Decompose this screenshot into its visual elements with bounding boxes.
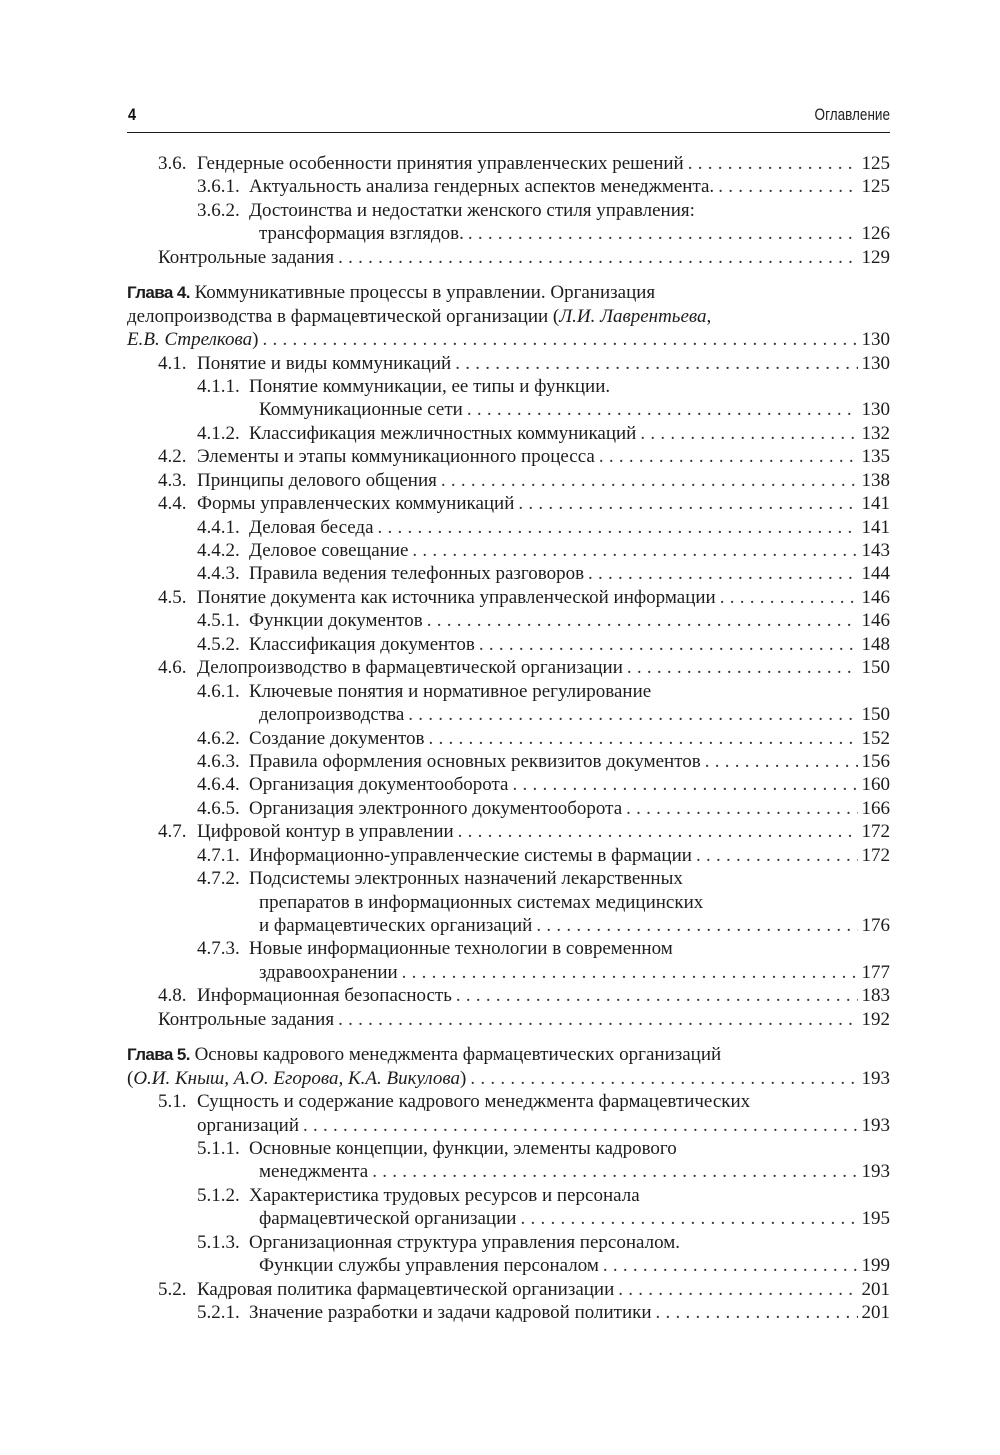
dot-leader xyxy=(467,398,858,421)
section-number: 4.7. xyxy=(158,821,187,843)
section-title: Коммуникационные сети xyxy=(259,399,463,421)
toc-line xyxy=(127,328,890,351)
section-title: здравоохранении xyxy=(259,961,398,983)
section-number: 4.5. xyxy=(158,586,187,608)
dot-leader xyxy=(588,562,857,585)
toc-entry-text[interactable] xyxy=(249,844,890,867)
toc-entry xyxy=(127,1231,890,1254)
toc-line xyxy=(127,305,890,328)
dot-leader xyxy=(688,152,858,175)
dot-leader xyxy=(618,1278,857,1301)
table-of-contents xyxy=(127,152,890,1324)
dot-leader xyxy=(427,609,858,632)
toc-entry-text xyxy=(127,1067,890,1090)
section-number: 4.6. xyxy=(158,657,187,679)
chapter-gap xyxy=(127,269,890,281)
section-number: 4.2. xyxy=(158,446,187,468)
section-title: организаций xyxy=(197,1114,300,1136)
dot-leader xyxy=(402,961,858,984)
punct: ( xyxy=(127,1067,134,1089)
chapter-author: Е.В. Стрелкова xyxy=(127,329,253,351)
toc-entry xyxy=(127,199,890,222)
page-ref[interactable]: 130 xyxy=(861,352,890,374)
page-ref[interactable]: 195 xyxy=(861,1208,890,1230)
section-title: Деловая беседа xyxy=(249,516,374,538)
page-ref[interactable]: 152 xyxy=(861,727,890,749)
toc-entry xyxy=(127,1090,890,1113)
page-ref[interactable]: 141 xyxy=(861,516,890,538)
toc-entry-text[interactable] xyxy=(249,175,890,198)
section-number: 5.1.2. xyxy=(197,1184,240,1206)
page-ref[interactable]: 150 xyxy=(861,704,890,726)
toc-entry-text[interactable] xyxy=(249,516,890,539)
toc-entry xyxy=(127,633,890,656)
section-number: 5.1.1. xyxy=(197,1137,240,1159)
toc-entry xyxy=(127,175,890,198)
section-number: 4.6.1. xyxy=(197,680,240,702)
chapter-title-text: Основы кадрового менеджмента фармацевтических организаций xyxy=(194,1044,722,1066)
toc-entry-continuation xyxy=(127,1254,890,1277)
page-ref[interactable]: 129 xyxy=(861,246,890,268)
page-number: 4 xyxy=(128,105,137,124)
toc-entry-text[interactable] xyxy=(197,586,890,609)
toc-entry xyxy=(127,1008,890,1031)
page-ref[interactable]: 172 xyxy=(861,821,890,843)
dot-leader xyxy=(599,445,858,468)
toc-entry xyxy=(127,773,890,796)
toc-entry-continuation xyxy=(127,398,890,421)
page-ref[interactable]: 156 xyxy=(861,750,890,772)
dot-leader xyxy=(428,727,857,750)
section-title: Организационная структура управления персоналом. xyxy=(249,1231,681,1253)
toc-entry xyxy=(127,469,890,492)
toc-entry-continuation xyxy=(127,222,890,245)
section-title: Элементы и этапы коммуникационного процесса xyxy=(197,446,595,468)
dot-leader xyxy=(536,914,857,937)
toc-entry xyxy=(127,1184,890,1207)
chapter-heading-line xyxy=(127,281,890,304)
page-ref[interactable]: 199 xyxy=(861,1255,890,1277)
chapter-title-text: делопроизводства в фармацевтической организации ( xyxy=(127,305,560,327)
page-ref[interactable]: 193 xyxy=(861,1067,890,1089)
toc-entry-text[interactable] xyxy=(197,492,890,515)
toc-entry-text[interactable] xyxy=(158,1008,890,1031)
dot-leader xyxy=(470,1067,857,1090)
punct: , xyxy=(706,305,712,327)
dot-leader xyxy=(441,469,858,492)
section-number: 4.1. xyxy=(158,352,187,374)
page-ref[interactable]: 166 xyxy=(861,797,890,819)
section-number: 4.6.3. xyxy=(197,750,240,772)
toc-entry-text[interactable] xyxy=(249,539,890,562)
dot-leader xyxy=(479,633,858,656)
section-title: Новые информационные технологии в современном xyxy=(249,938,673,960)
section-title: Функции документов xyxy=(249,610,423,632)
toc-entry-text[interactable] xyxy=(158,246,890,269)
section-title: Основные концепции, функции, элементы кадрового xyxy=(249,1137,677,1159)
toc-line xyxy=(127,1067,890,1090)
toc-entry xyxy=(127,352,890,375)
section-title: Создание документов xyxy=(249,727,425,749)
page-ref[interactable]: 132 xyxy=(861,422,890,444)
page-ref[interactable]: 130 xyxy=(861,329,890,351)
toc-entry-text[interactable] xyxy=(259,398,890,421)
dot-leader xyxy=(458,820,858,843)
section-title: делопроизводства xyxy=(259,704,405,726)
dot-leader xyxy=(412,539,857,562)
toc-entry-text[interactable] xyxy=(249,609,890,632)
chapter-authors: О.И. Кныш, А.О. Егорова, К.А. Викулова xyxy=(133,1067,461,1089)
toc-entry xyxy=(127,727,890,750)
toc-entry-text[interactable] xyxy=(259,1207,890,1230)
toc-entry xyxy=(127,562,890,585)
page-ref[interactable]: 143 xyxy=(861,540,890,561)
chapter-label: Глава 5. xyxy=(127,1045,190,1065)
section-number: 4.7.3. xyxy=(197,938,240,960)
section-number: 4.7.2. xyxy=(197,868,240,890)
toc-entry-continuation xyxy=(127,914,890,937)
page-ref[interactable]: 146 xyxy=(861,610,890,632)
toc-entry-text[interactable] xyxy=(249,562,890,585)
toc-entry xyxy=(127,797,890,820)
punct: ) xyxy=(460,1067,467,1089)
punct: ) xyxy=(252,329,259,351)
section-title: фармацевтической организации xyxy=(259,1208,517,1230)
section-number: 4.1.1. xyxy=(197,375,240,397)
section-title: Правила ведения телефонных разговоров xyxy=(249,563,585,585)
toc-entry xyxy=(127,445,890,468)
toc-entry-continuation xyxy=(127,891,890,914)
section-title: Подсистемы электронных назначений лекарственных xyxy=(249,868,683,890)
toc-entry-text[interactable] xyxy=(249,797,890,820)
section-number: 4.8. xyxy=(158,985,187,1007)
toc-entry-text[interactable] xyxy=(259,914,890,937)
toc-entry xyxy=(127,609,890,632)
section-title: трансформация взглядов. xyxy=(259,223,464,245)
dot-leader xyxy=(513,773,858,796)
page-ref[interactable]: 141 xyxy=(861,493,890,515)
dot-leader xyxy=(518,492,857,515)
toc-entry xyxy=(127,152,890,175)
page-ref[interactable]: 144 xyxy=(861,563,890,585)
toc-entry-continuation xyxy=(127,961,890,984)
dot-leader xyxy=(372,1160,857,1183)
section-number: 4.5.1. xyxy=(197,610,240,632)
toc-entry-text[interactable] xyxy=(259,1160,890,1183)
dot-leader xyxy=(656,1301,858,1324)
dot-leader xyxy=(705,750,858,773)
section-title: препаратов в информационных системах медицинских xyxy=(259,891,704,913)
toc-entry xyxy=(127,656,890,679)
section-number: 3.6.2. xyxy=(197,199,240,221)
toc-entry xyxy=(127,1301,890,1324)
section-title: менеджмента xyxy=(259,1161,369,1183)
section-title: Значение разработки и задачи кадровой политики xyxy=(249,1302,652,1323)
dot-leader xyxy=(696,844,858,867)
chapter-author: Л.И. Лаврентьева xyxy=(559,305,707,327)
section-number: 4.4. xyxy=(158,493,187,515)
toc-entry-text[interactable] xyxy=(197,820,890,843)
toc-entry xyxy=(127,375,890,398)
toc-entry-text[interactable] xyxy=(249,750,890,773)
toc-entry-text[interactable] xyxy=(249,422,890,445)
page-ref[interactable]: 192 xyxy=(861,1008,890,1030)
section-title: Информационно-управленческие системы в фармации xyxy=(249,844,692,866)
toc-entry-text[interactable] xyxy=(259,222,890,245)
dot-leader xyxy=(455,352,857,375)
page-ref[interactable]: 176 xyxy=(861,915,890,936)
chapter-title-text: Коммуникативные процессы в управлении. Организация xyxy=(194,282,656,304)
toc-entry-text[interactable] xyxy=(197,1114,890,1137)
toc-line xyxy=(127,1043,890,1066)
section-title: Сущность и содержание кадрового менеджмента фармацевтических xyxy=(197,1091,751,1113)
section-number: 3.6. xyxy=(158,153,187,174)
section-title: Информационная безопасность xyxy=(197,985,452,1007)
section-title: и фармацевтических организаций xyxy=(259,915,533,936)
running-title: Оглавление xyxy=(814,106,890,124)
section-title: Понятие документа как источника управленческой информации xyxy=(197,586,716,608)
dot-leader xyxy=(408,703,857,726)
page-ref[interactable]: 201 xyxy=(861,1302,890,1323)
section-title: Функции службы управления персоналом xyxy=(259,1255,599,1277)
section-number: 5.1. xyxy=(158,1091,187,1113)
section-number: 4.5.2. xyxy=(197,633,240,655)
section-number: 5.2.1. xyxy=(197,1302,240,1323)
section-number: 4.4.2. xyxy=(197,540,240,561)
section-number: 4.6.4. xyxy=(197,774,240,796)
page-ref[interactable]: 201 xyxy=(861,1278,890,1300)
section-number: 4.4.1. xyxy=(197,516,240,538)
page-ref[interactable]: 148 xyxy=(861,633,890,655)
toc-entry-continuation xyxy=(127,1114,890,1137)
toc-entry xyxy=(127,984,890,1007)
toc-entry xyxy=(127,750,890,773)
dot-leader xyxy=(338,1008,857,1031)
section-title: Делопроизводство в фармацевтической организации xyxy=(197,657,623,679)
section-title: Организация электронного документооборота xyxy=(249,797,623,819)
section-title: Гендерные особенности принятия управленческих решений xyxy=(197,153,684,174)
toc-entry-text[interactable] xyxy=(197,1278,890,1301)
dot-leader xyxy=(378,516,858,539)
chapter-gap xyxy=(127,1031,890,1043)
dot-leader xyxy=(626,797,857,820)
section-title: Формы управленческих коммуникаций xyxy=(197,493,515,515)
toc-entry-text xyxy=(127,328,890,351)
dot-leader xyxy=(640,422,857,445)
dot-leader xyxy=(338,246,857,269)
dot-leader xyxy=(468,222,858,245)
section-title: Организация документооборота xyxy=(249,774,509,796)
toc-entry-continuation xyxy=(127,1160,890,1183)
dot-leader xyxy=(303,1114,857,1137)
toc-entry xyxy=(127,867,890,890)
section-number: 4.6.5. xyxy=(197,797,240,819)
section-number: 4.1.2. xyxy=(197,422,240,444)
section-title: Достоинства и недостатки женского стиля управления: xyxy=(249,199,695,221)
toc-entry-text[interactable] xyxy=(259,1254,890,1277)
toc-entry xyxy=(127,422,890,445)
toc-entry-text[interactable] xyxy=(197,352,890,375)
toc-entry xyxy=(127,492,890,515)
toc-entry-text[interactable] xyxy=(197,445,890,468)
toc-entry-text[interactable] xyxy=(249,727,890,750)
section-title: Принципы делового общения xyxy=(197,469,437,491)
toc-entry-text[interactable] xyxy=(259,961,890,984)
dot-leader xyxy=(520,1207,857,1230)
section-title: Классификация межличностных коммуникаций xyxy=(249,422,637,444)
toc-entry xyxy=(127,516,890,539)
page-header xyxy=(127,104,890,133)
page-ref[interactable]: 160 xyxy=(861,774,890,796)
dot-leader xyxy=(720,586,858,609)
page-ref[interactable]: 177 xyxy=(861,961,890,983)
toc-entry xyxy=(127,680,890,703)
page-ref[interactable]: 126 xyxy=(861,223,890,245)
page-ref[interactable]: 125 xyxy=(861,176,890,198)
dot-leader xyxy=(262,328,857,351)
section-title: Правила оформления основных реквизитов документов xyxy=(249,750,701,772)
page-ref[interactable]: 125 xyxy=(861,153,890,174)
chapter-title[interactable] xyxy=(127,281,655,304)
section-number: 4.4.3. xyxy=(197,563,240,585)
page-ref[interactable]: 130 xyxy=(861,399,890,421)
section-number: 3.6.1. xyxy=(197,176,240,198)
toc-entry-text[interactable] xyxy=(197,469,890,492)
toc-entry xyxy=(127,937,890,960)
section-title: Ключевые понятия и нормативное регулирование xyxy=(249,680,652,702)
section-title: Понятие коммуникации, ее типы и функции. xyxy=(249,375,611,397)
section-title: Контрольные задания xyxy=(158,246,335,268)
toc-entry-continuation xyxy=(127,1207,890,1230)
section-number: 5.2. xyxy=(158,1278,187,1300)
page-ref[interactable]: 146 xyxy=(861,586,890,608)
toc-entry xyxy=(127,539,890,562)
toc-entry xyxy=(127,1278,890,1301)
section-title: Кадровая политика фармацевтической организации xyxy=(197,1278,615,1300)
page-ref[interactable]: 138 xyxy=(861,469,890,491)
toc-entry-text[interactable] xyxy=(197,152,890,175)
section-number: 5.1.3. xyxy=(197,1231,240,1253)
page-ref[interactable]: 172 xyxy=(861,844,890,866)
chapter-title-cont xyxy=(127,305,711,328)
toc-entry xyxy=(127,586,890,609)
toc-entry xyxy=(127,844,890,867)
section-title: Деловое совещание xyxy=(249,540,409,561)
dot-leader xyxy=(456,984,858,1007)
section-title: Понятие и виды коммуникаций xyxy=(197,352,452,374)
toc-entry xyxy=(127,1137,890,1160)
chapter-title[interactable] xyxy=(127,1043,721,1066)
section-number: 4.3. xyxy=(158,469,187,491)
toc-entry xyxy=(127,820,890,843)
toc-entry-text[interactable] xyxy=(249,773,890,796)
page-ref[interactable]: 193 xyxy=(861,1114,890,1136)
section-title: Классификация документов xyxy=(249,633,475,655)
section-title: Актуальность анализа гендерных аспектов менеджмента. xyxy=(249,176,715,198)
section-number: 4.7.1. xyxy=(197,844,240,866)
toc-entry xyxy=(127,246,890,269)
section-title: Цифровой контур в управлении xyxy=(197,821,454,843)
toc-entry-text[interactable] xyxy=(249,633,890,656)
section-title: Характеристика трудовых ресурсов и персонала xyxy=(249,1184,640,1206)
section-number: 4.6.2. xyxy=(197,727,240,749)
dot-leader xyxy=(718,175,857,198)
page-ref[interactable]: 135 xyxy=(861,446,890,468)
page-ref[interactable]: 193 xyxy=(861,1161,890,1183)
toc-entry-text[interactable] xyxy=(259,703,890,726)
toc-entry-text[interactable] xyxy=(197,656,890,679)
toc-entry-text[interactable] xyxy=(249,1301,890,1324)
section-title: Контрольные задания xyxy=(158,1008,335,1030)
chapter-label: Глава 4. xyxy=(127,283,190,303)
toc-entry-text[interactable] xyxy=(197,984,890,1007)
page-ref[interactable]: 150 xyxy=(861,657,890,679)
dot-leader xyxy=(627,656,858,679)
dot-leader xyxy=(603,1254,858,1277)
page-ref[interactable]: 183 xyxy=(861,985,890,1007)
toc-entry-continuation xyxy=(127,703,890,726)
